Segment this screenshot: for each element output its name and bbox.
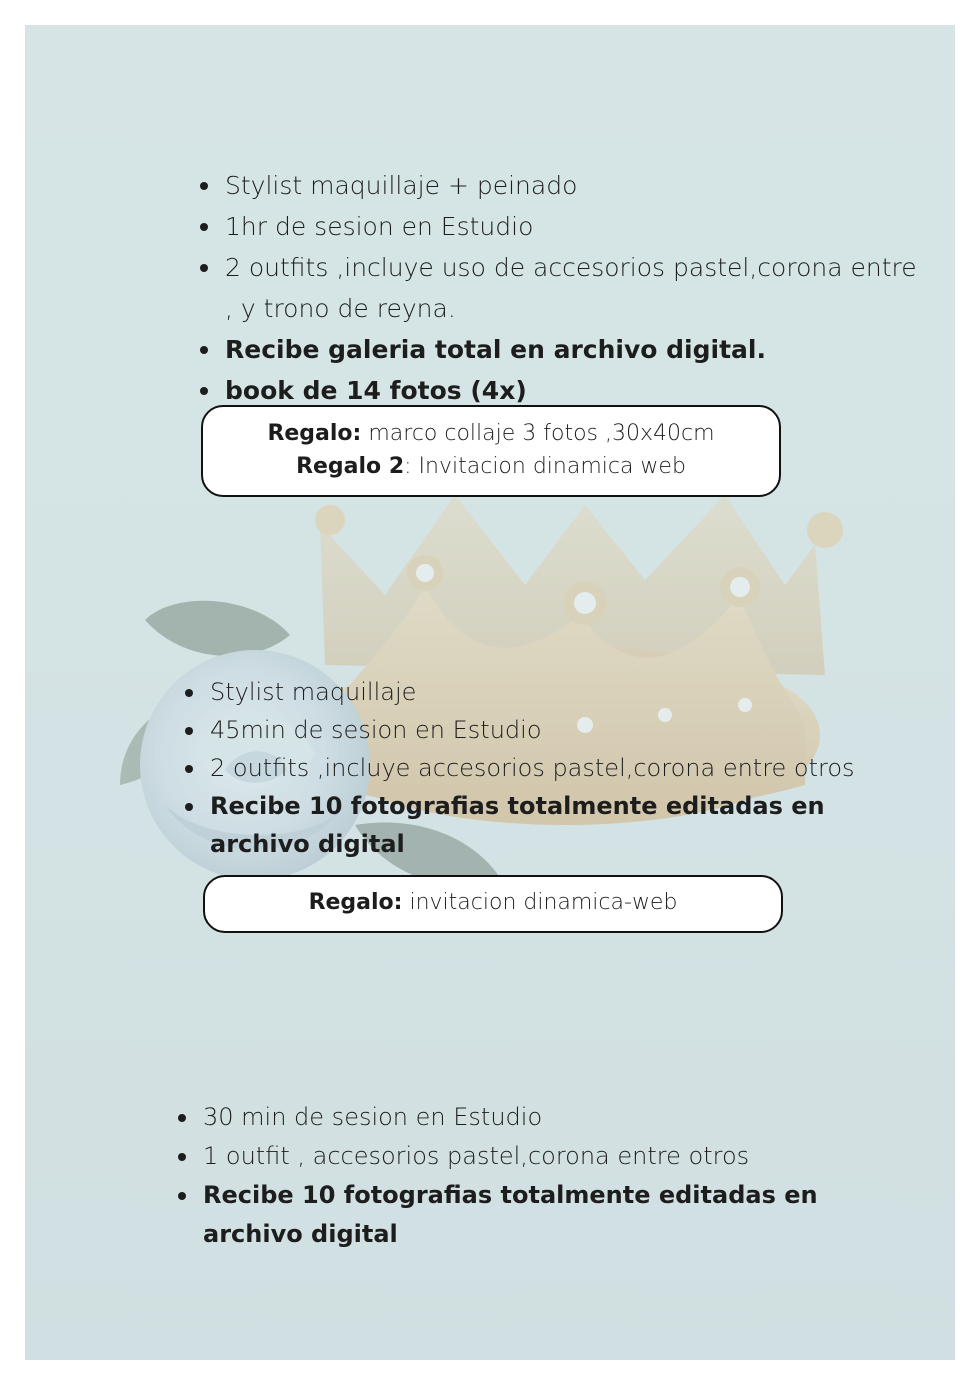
gift-box-package-1 — [201, 405, 781, 497]
flyer-page — [25, 25, 955, 1360]
gift-text: invitacion dinamica-web — [402, 890, 678, 915]
gift-text: marco collaje 3 fotos ,30x40cm — [361, 421, 715, 446]
list-item: 1 outfit , accesorios pastel,corona entre otros — [178, 1137, 898, 1176]
list-item: Recibe galeria total en archivo digital. — [200, 329, 920, 370]
list-item: Stylist maquillaje + peinado — [200, 165, 920, 206]
package-2 — [185, 673, 905, 863]
list-item: book de 14 fotos (4x) — [200, 370, 920, 411]
list-item: 30 min de sesion en Estudio — [178, 1098, 898, 1137]
gift-line-2 — [203, 450, 779, 483]
gift-label: Regalo: — [267, 421, 362, 446]
list-item: 2 outfits ,incluye accesorios pastel,corona entre otros — [185, 749, 905, 787]
gift-text: : Invitacion dinamica web — [404, 454, 686, 479]
list-item: Recibe 10 fotografias totalmente editadas en archivo digital — [178, 1176, 898, 1254]
gift-line-1 — [203, 417, 779, 450]
list-item: 45min de sesion en Estudio — [185, 711, 905, 749]
list-item: Stylist maquillaje — [185, 673, 905, 711]
gift-label: Regalo: — [308, 890, 403, 915]
package-1 — [200, 165, 920, 411]
package-3-list — [178, 1098, 898, 1254]
gift-label: Regalo 2 — [296, 454, 405, 479]
package-3 — [178, 1098, 898, 1254]
package-2-list — [185, 673, 905, 863]
list-item: Recibe 10 fotografias totalmente editadas en archivo digital — [185, 787, 905, 863]
package-1-list — [200, 165, 920, 411]
list-item: 1hr de sesion en Estudio — [200, 206, 920, 247]
list-item: 2 outfits ,incluye uso de accesorios pastel,corona entre , y trono de reyna. — [200, 247, 920, 329]
gift-box-package-2 — [203, 875, 783, 933]
